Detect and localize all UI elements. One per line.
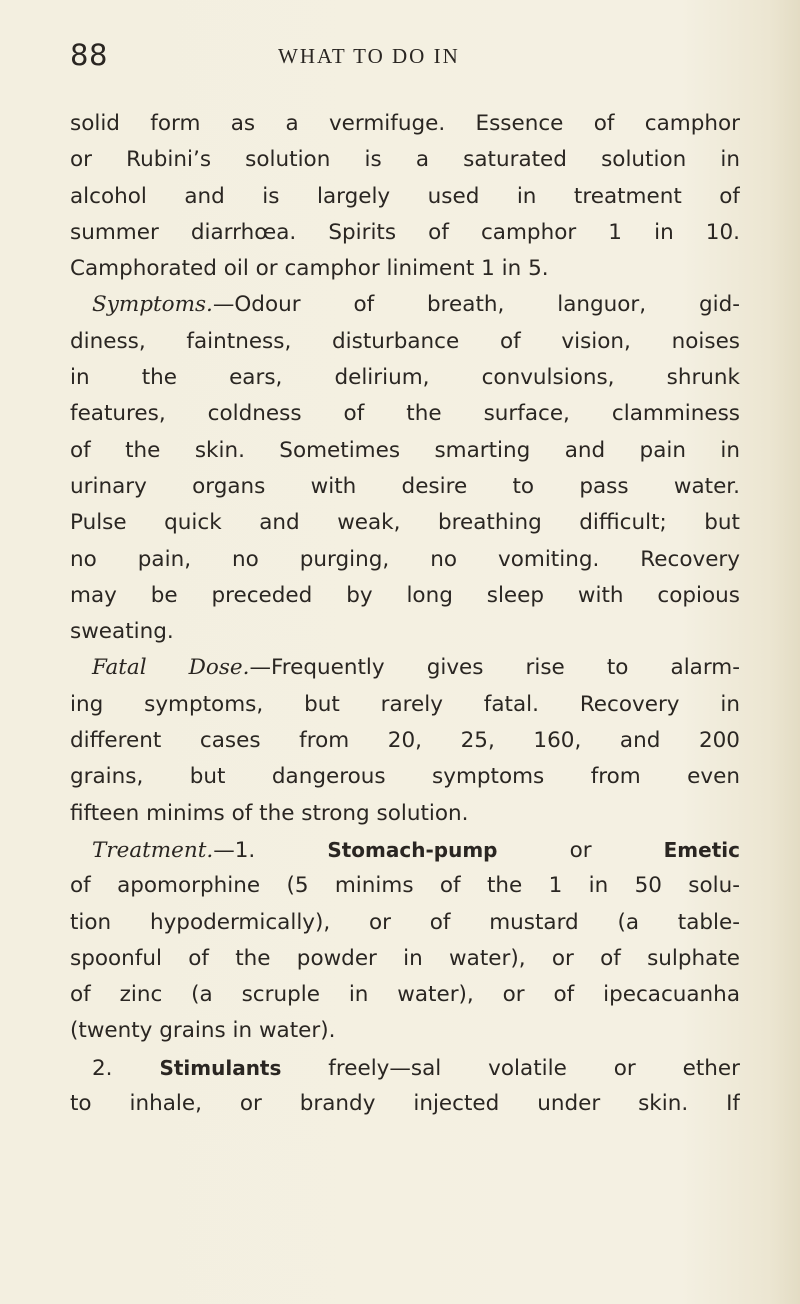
text-line: (twenty grains in water). [70, 1018, 336, 1044]
text-line: different cases from 20, 25, 160, and 200 [70, 728, 740, 754]
section-heading-fatal-dose: Fatal Dose. [92, 655, 250, 681]
section-heading-symptoms: Symptoms. [92, 292, 213, 318]
text-line: grains, but dangerous symptoms from even [70, 764, 740, 790]
text-line: Camphorated oil or camphor liniment 1 in 5. [70, 256, 549, 282]
text-line: alcohol and is largely used in treatment of [70, 183, 740, 209]
text-line: to inhale, or brandy injected under skin. If [70, 1091, 740, 1117]
running-head: WHAT TO DO IN [278, 44, 460, 68]
bold-term-emetic: Emetic [663, 837, 740, 862]
bold-term-stimulants: Stimulants [159, 1055, 282, 1080]
text-line: spoonful of the powder in water), or of sulphate [70, 945, 740, 971]
text-line: sweating. [70, 619, 174, 645]
text-line: ing symptoms, but rarely fatal. Recovery in [70, 691, 740, 717]
text-line: fifteen minims of the strong solution. [70, 800, 469, 826]
text-line: solid form as a vermifuge. Essence of camphor [70, 111, 740, 136]
text-line: no pain, no purging, no vomiting. Recovery [70, 546, 740, 572]
text-line: Pulse quick and weak, breathing difficult; but [70, 510, 740, 536]
bold-term-stomach-pump: Stomach-pump [327, 837, 498, 862]
text-line: urinary organs with desire to pass water. [70, 473, 740, 499]
text-line: may be preceded by long sleep with copious [70, 582, 740, 608]
text-line: Treatment.—1. Stomach-pump or Emetic [92, 837, 740, 863]
text-line: 2. Stimulants freely—sal volatile or ether [92, 1055, 740, 1081]
text-line: features, coldness of the surface, clamminess [70, 401, 740, 427]
section-heading-treatment: Treatment. [92, 837, 214, 863]
text-line: of zinc (a scruple in water), or of ipecacuanha [70, 982, 740, 1008]
text-line: tion hypodermically), or of mustard (a table- [70, 909, 740, 935]
text-line: of the skin. Sometimes smarting and pain in [70, 437, 740, 463]
text-line: of apomorphine (5 minims of the 1 in 50 solu- [70, 873, 740, 899]
text-line: or Rubini’s solution is a saturated solution in [70, 147, 740, 173]
text-line: Symptoms.—Odour of breath, languor, gid- [92, 292, 740, 318]
body-text [70, 106, 740, 1122]
text-line: diness, faintness, disturbance of vision, noises [70, 328, 740, 354]
text-line: Fatal Dose.—Frequently gives rise to alarm- [92, 655, 740, 681]
text-line: in the ears, delirium, convulsions, shrunk [70, 365, 740, 391]
text-line: summer diarrhœa. Spirits of camphor 1 in 10. [70, 219, 740, 245]
page-number: 88 [70, 38, 108, 72]
page-header [70, 38, 740, 78]
